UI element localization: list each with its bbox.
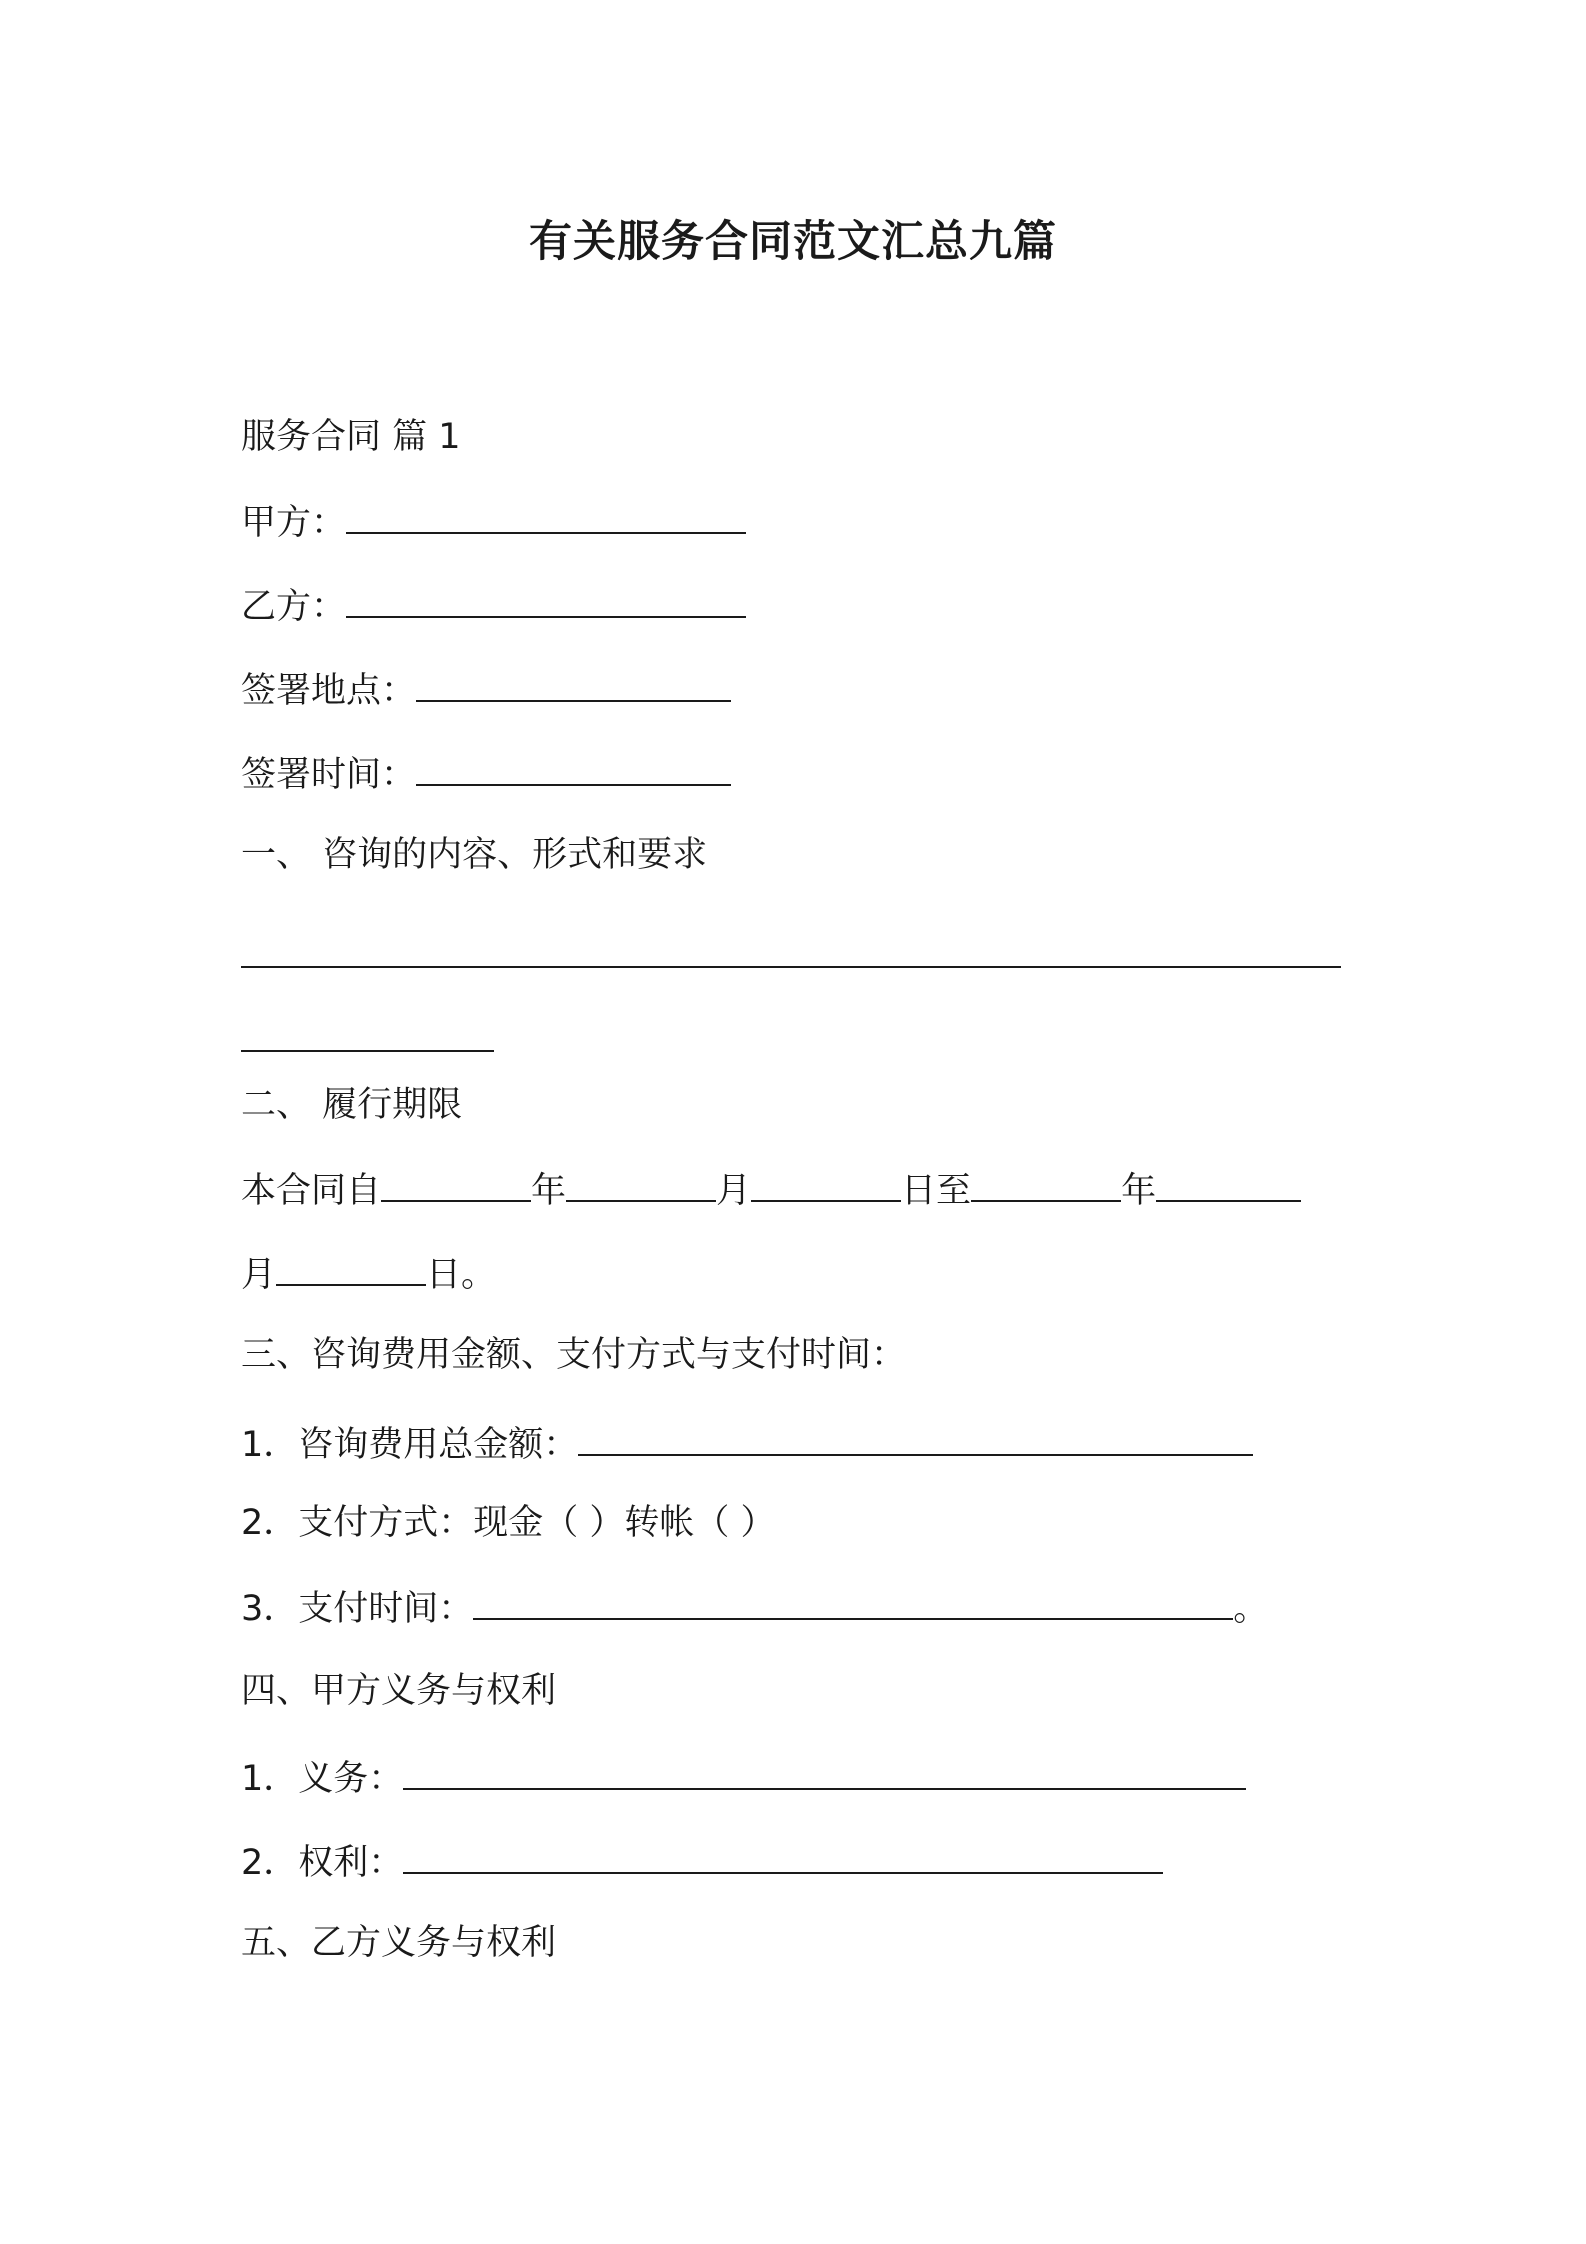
party-a-row bbox=[241, 496, 746, 548]
sign-place-row bbox=[241, 664, 731, 716]
term-month-label: 月 bbox=[716, 1171, 752, 1211]
term-year-label-2: 年 bbox=[1121, 1171, 1157, 1211]
section-1-heading: 一、 咨询的内容、形式和要求 bbox=[241, 835, 708, 875]
term-day-end-label: 日。 bbox=[426, 1255, 497, 1295]
pay-time-blank bbox=[473, 1582, 1233, 1620]
content-blank-line-2 bbox=[241, 1050, 494, 1052]
party-a-blank bbox=[346, 496, 746, 534]
party-b-row bbox=[241, 580, 746, 632]
section-3-heading: 三、咨询费用金额、支付方式与支付时间： bbox=[241, 1335, 907, 1375]
party-a-label: 甲方： bbox=[241, 503, 347, 543]
party-b-blank bbox=[346, 580, 746, 618]
start-year-blank bbox=[381, 1164, 531, 1202]
term-year-label: 年 bbox=[531, 1171, 567, 1211]
sign-time-row bbox=[241, 748, 731, 800]
sign-place-blank bbox=[416, 664, 731, 702]
fee-total-label: 1．咨询费用总金额： bbox=[241, 1425, 579, 1465]
content-blank-line-1 bbox=[241, 966, 1341, 968]
a-right-row bbox=[241, 1836, 1163, 1888]
a-right-label: 2．权利： bbox=[241, 1843, 404, 1883]
end-month-blank bbox=[1156, 1164, 1301, 1202]
start-day-blank bbox=[751, 1164, 901, 1202]
fee-total-row bbox=[241, 1418, 1253, 1470]
a-duty-blank bbox=[403, 1752, 1246, 1790]
pay-method-row: 2．支付方式：现金（ ）转帐（ ） bbox=[241, 1503, 776, 1543]
a-right-blank bbox=[403, 1836, 1163, 1874]
party-b-label: 乙方： bbox=[241, 587, 347, 627]
sign-place-label: 签署地点： bbox=[241, 671, 417, 711]
page-title: 有关服务合同范文汇总九篇 bbox=[529, 217, 1057, 267]
section-4-heading: 四、甲方义务与权利 bbox=[241, 1671, 557, 1711]
sign-time-blank bbox=[416, 748, 731, 786]
term-row-1 bbox=[241, 1164, 1301, 1216]
section-5-heading: 五、乙方义务与权利 bbox=[241, 1923, 557, 1963]
a-duty-row bbox=[241, 1752, 1246, 1804]
section-2-heading: 二、 履行期限 bbox=[241, 1085, 463, 1125]
term-row-2 bbox=[241, 1248, 496, 1300]
term-day-to-label: 日至 bbox=[901, 1171, 972, 1211]
a-duty-label: 1．义务： bbox=[241, 1759, 404, 1799]
fee-total-blank bbox=[578, 1418, 1253, 1456]
term-prefix: 本合同自 bbox=[241, 1171, 382, 1211]
pay-time-period: 。 bbox=[1233, 1589, 1269, 1629]
end-day-blank bbox=[276, 1248, 426, 1286]
term-month-label-2: 月 bbox=[241, 1255, 277, 1295]
pay-time-row bbox=[241, 1582, 1268, 1634]
end-year-blank bbox=[971, 1164, 1121, 1202]
contract-heading: 服务合同 篇 1 bbox=[241, 417, 461, 457]
start-month-blank bbox=[566, 1164, 716, 1202]
pay-time-label: 3．支付时间： bbox=[241, 1589, 474, 1629]
sign-time-label: 签署时间： bbox=[241, 755, 417, 795]
